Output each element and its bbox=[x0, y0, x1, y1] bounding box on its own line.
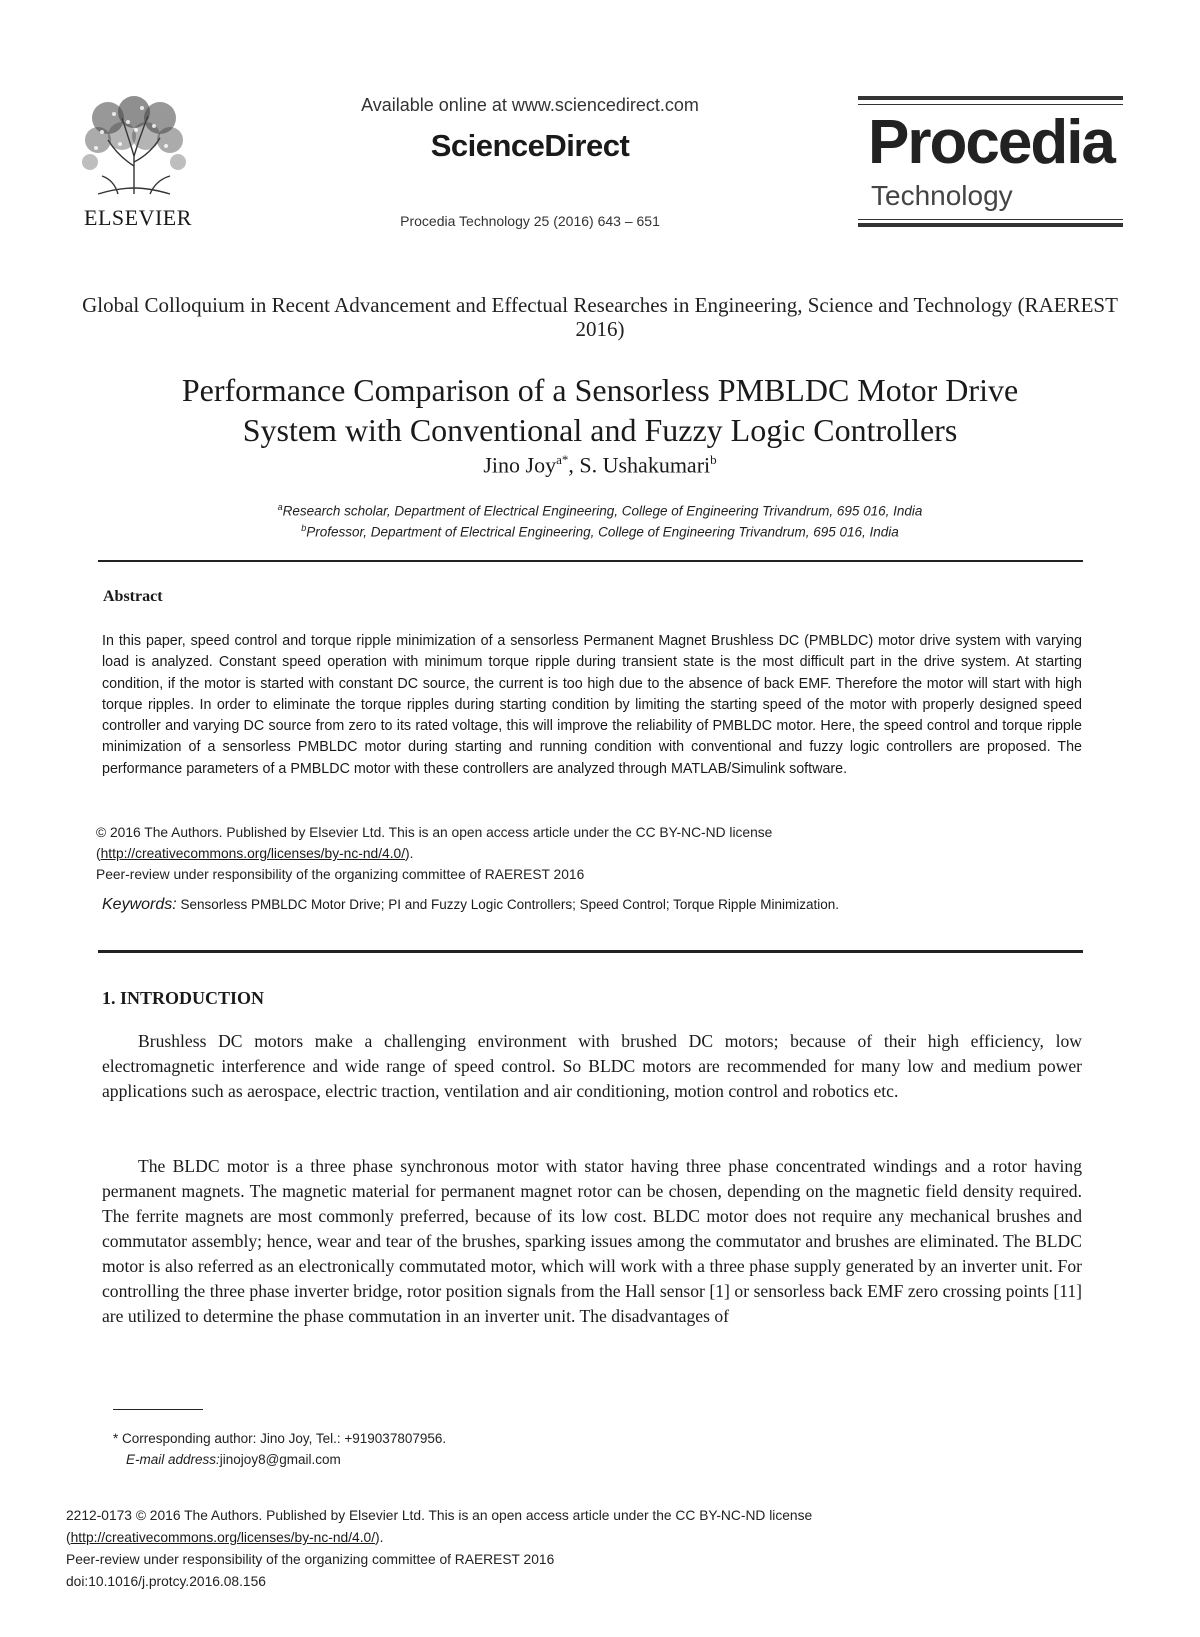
abstract-copyright: © 2016 The Authors. Published by Elsevier Ltd. This is an open access article under the CC BY-NC-ND license bbox=[96, 825, 773, 840]
abstract-license-close: ). bbox=[405, 846, 414, 861]
affiliation-a bbox=[80, 502, 1120, 519]
affiliation-b-text: Professor, Department of Electrical Engineering, College of Engineering Trivandrum, 695 016, India bbox=[306, 524, 899, 540]
abstract-license-open: ( bbox=[96, 846, 101, 861]
available-online-text: Available online at www.sciencedirect.com bbox=[361, 95, 699, 115]
paper-title bbox=[80, 370, 1120, 450]
footnote-email-address[interactable]: jinojoy8@gmail.com bbox=[219, 1452, 341, 1467]
intro-paragraph-2: The BLDC motor is a three phase synchronous motor with stator having three phase concentrated windings and a rotor having permanent magnets. The magnetic material for permanent magnet rotor can be chosen, depending on the magnetic field density required. The ferrite magnets are most commonly preferred, because of its low cost. BLDC motor does not require any mechanical brushes and commutator assembly; hence, wear and tear of the brushes, sparking issues among the commutator and brushes are eliminated. The BLDC motor is also referred as an electronically commutated motor, which will work with a three phase supply generated by an inverter unit. For controlling the three phase inverter bridge, rotor position signals from the Hall sensor [1] or sensorless back EMF zero crossing points [11] are utilized to determine the phase commutation in an inverter unit. The disadvantages of bbox=[102, 1156, 1082, 1326]
footer-license bbox=[66, 1530, 383, 1545]
divider-top bbox=[98, 560, 1083, 562]
journal-logo-rule-top bbox=[858, 96, 1123, 100]
affiliation-a-text: Research scholar, Department of Electrical Engineering, College of Engineering Trivandrum, 695 016, India bbox=[282, 503, 923, 519]
elsevier-tree-logo-icon bbox=[78, 96, 190, 196]
footnote-corresponding-text: Corresponding author: Jino Joy, Tel.: +919037807956. bbox=[118, 1431, 447, 1446]
keywords-label: Keywords: bbox=[102, 896, 177, 913]
conference-name: Global Colloquium in Recent Advancement and Effectual Researches in Engineering, Science and Technology (RAEREST 2016) bbox=[82, 293, 1118, 341]
paper-title-line-2: System with Conventional and Fuzzy Logic Controllers bbox=[242, 412, 958, 448]
footnote-corresponding-author bbox=[113, 1431, 446, 1446]
keywords-text: Sensorless PMBLDC Motor Drive; PI and Fuzzy Logic Controllers; Speed Control; Torque Ripple Minimization. bbox=[176, 897, 839, 912]
footnote-rule bbox=[113, 1409, 203, 1410]
author-1-name: Jino Joy bbox=[483, 452, 557, 478]
journal-logo-rule-top-thin bbox=[858, 104, 1123, 105]
section-heading-introduction: 1. INTRODUCTION bbox=[102, 988, 265, 1008]
journal-logo-rule-bottom-thin bbox=[858, 219, 1123, 220]
footer-doi[interactable]: doi:10.1016/j.protcy.2016.08.156 bbox=[66, 1574, 266, 1589]
paper-title-line-1: Performance Comparison of a Sensorless PMBLDC Motor Drive bbox=[181, 372, 1019, 408]
abstract-license-link[interactable]: http://creativecommons.org/licenses/by-nc-nd/4.0/ bbox=[100, 846, 406, 861]
abstract-heading: Abstract bbox=[103, 588, 163, 605]
affiliation-a-mark: a bbox=[277, 502, 283, 512]
footer-peer-review: Peer-review under responsibility of the organizing committee of RAEREST 2016 bbox=[66, 1552, 555, 1567]
author-list bbox=[80, 452, 1120, 478]
footnote-mark: * bbox=[113, 1431, 119, 1446]
abstract-peer-review: Peer-review under responsibility of the organizing committee of RAEREST 2016 bbox=[96, 867, 585, 882]
author-2-affiliation-mark: b bbox=[710, 452, 717, 467]
footer-license-open: ( bbox=[66, 1530, 71, 1545]
journal-reference: Procedia Technology 25 (2016) 643 – 651 bbox=[400, 213, 660, 229]
footnote-email-label: E-mail address: bbox=[126, 1452, 220, 1467]
divider-bottom bbox=[98, 950, 1083, 953]
journal-logo-rule-bottom bbox=[858, 223, 1123, 227]
publisher-name: ELSEVIER bbox=[84, 205, 192, 230]
abstract-license bbox=[96, 846, 413, 861]
intro-paragraph-1: Brushless DC motors make a challenging environment with brushed DC motors; because of their high efficiency, low electromagnetic interference and wide range of speed control. So BLDC motors are recommended for many low and medium power applications such as aerospace, electric traction, ventilation and air conditioning, motion control and robotics etc. bbox=[102, 1031, 1082, 1101]
footnote-email bbox=[126, 1452, 341, 1467]
abstract-body: In this paper, speed control and torque ripple minimization of a sensorless Permanent Magnet Brushless DC (PMBLDC) motor drive system with varying load is analyzed. Constant speed operation with minimum torque ripple during transient state is the most difficult part in the drive system. At starting condition, if the motor is started with constant DC source, the current is too high due to the absence of back EMF. Therefore the motor will start with high torque ripples. In order to eliminate the torque ripples during starting condition by limiting the starting speed of the motor with properly designed speed controller and varying DC source from zero to its rated voltage, this will improve the reliability of PMBLDC motor. Here, the speed control and torque ripple minimization of a sensorless PMBLDC motor during starting and running condition with conventional and fuzzy logic controllers are proposed. The performance parameters of a PMBLDC motor with these controllers are analyzed through MATLAB/Simulink software. bbox=[102, 633, 1082, 777]
affiliation-b bbox=[80, 523, 1120, 540]
journal-logo-title: Procedia bbox=[868, 108, 1114, 177]
sciencedirect-brand: ScienceDirect bbox=[430, 128, 630, 163]
footer-license-link[interactable]: http://creativecommons.org/licenses/by-nc-nd/4.0/ bbox=[70, 1530, 376, 1545]
author-1-affiliation-mark: a* bbox=[556, 452, 569, 467]
affiliation-b-mark: b bbox=[301, 523, 307, 533]
footer-issn-copyright: 2212-0173 © 2016 The Authors. Published by Elsevier Ltd. This is an open access article under the CC BY-NC-ND license bbox=[66, 1508, 813, 1523]
footer-license-close: ). bbox=[375, 1530, 384, 1545]
author-separator: , bbox=[568, 452, 580, 478]
journal-logo-subtitle: Technology bbox=[871, 180, 1013, 211]
keywords bbox=[102, 896, 839, 914]
author-2-name: S. Ushakumari bbox=[579, 452, 711, 478]
